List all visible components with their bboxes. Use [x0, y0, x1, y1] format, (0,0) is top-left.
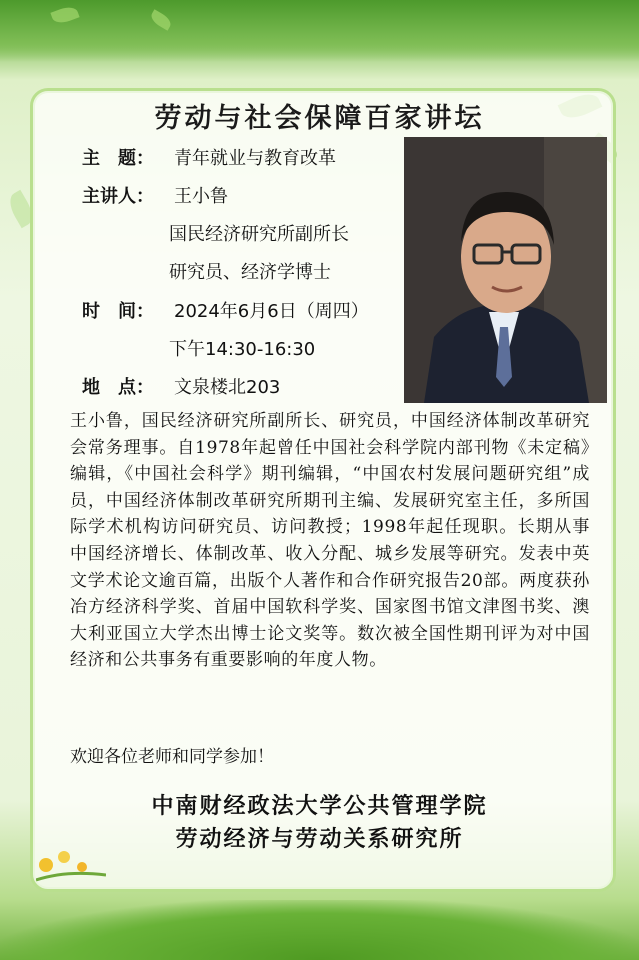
organizer-line2: 劳动经济与劳动关系研究所 — [175, 826, 464, 852]
speaker-title-line1: 国民经济研究所副所长 — [169, 224, 349, 245]
speaker-name: 王小鲁 — [174, 186, 228, 207]
grass-decoration — [0, 900, 639, 960]
speaker-label: 主讲人： — [82, 186, 154, 207]
speaker-title-line2: 研究员、经济学博士 — [169, 262, 331, 283]
place-row — [82, 379, 280, 397]
speaker-photo — [404, 137, 607, 403]
time-date: 2024年6月6日（周四） — [174, 301, 369, 322]
place-label: 地 点： — [82, 377, 154, 398]
topic-row — [82, 150, 336, 168]
topic-value: 青年就业与教育改革 — [174, 148, 336, 169]
time-row — [82, 303, 369, 321]
speaker-bio: 王小鲁，国民经济研究所副所长、研究员，中国经济体制改革研究会常务理事。自1978年起曾任中国社会科学院内部刊物《未定稿》编辑，《中国社会科学》期刊编辑，“中国农村发展问题研究组”成员，中国经济体制改革研究所期刊主编、发展研究室主任，多所国际学术机构访问研究员、访问教授；1998年起任现职。长期从事中国经济增长、体制改革、收入分配、城乡发展等研究。发表中英文学术论文逾百篇，出版个人著作和合作研究报告20部。两度获孙冶方经济科学奖、首届中国软科学奖、国家图书馆文津图书奖、澳大利亚国立大学杰出博士论文奖等。数次被全国性期刊评为对中国经济和公共事务有重要影响的年度人物。 — [70, 411, 590, 671]
flower-decoration — [36, 845, 106, 885]
speaker-row — [82, 188, 228, 206]
time-label: 时 间： — [82, 301, 154, 322]
welcome-text: 欢迎各位老师和同学参加！ — [70, 747, 274, 767]
topic-label: 主 题： — [82, 148, 154, 169]
speaker-portrait-image — [404, 137, 607, 403]
poster-title: 劳动与社会保障百家讲坛 — [154, 103, 485, 134]
time-hours: 下午14:30-16:30 — [169, 339, 316, 360]
organizer-line1: 中南财经政法大学公共管理学院 — [151, 793, 488, 819]
top-decoration-band — [0, 0, 639, 62]
place-value: 文泉楼北203 — [174, 377, 281, 398]
